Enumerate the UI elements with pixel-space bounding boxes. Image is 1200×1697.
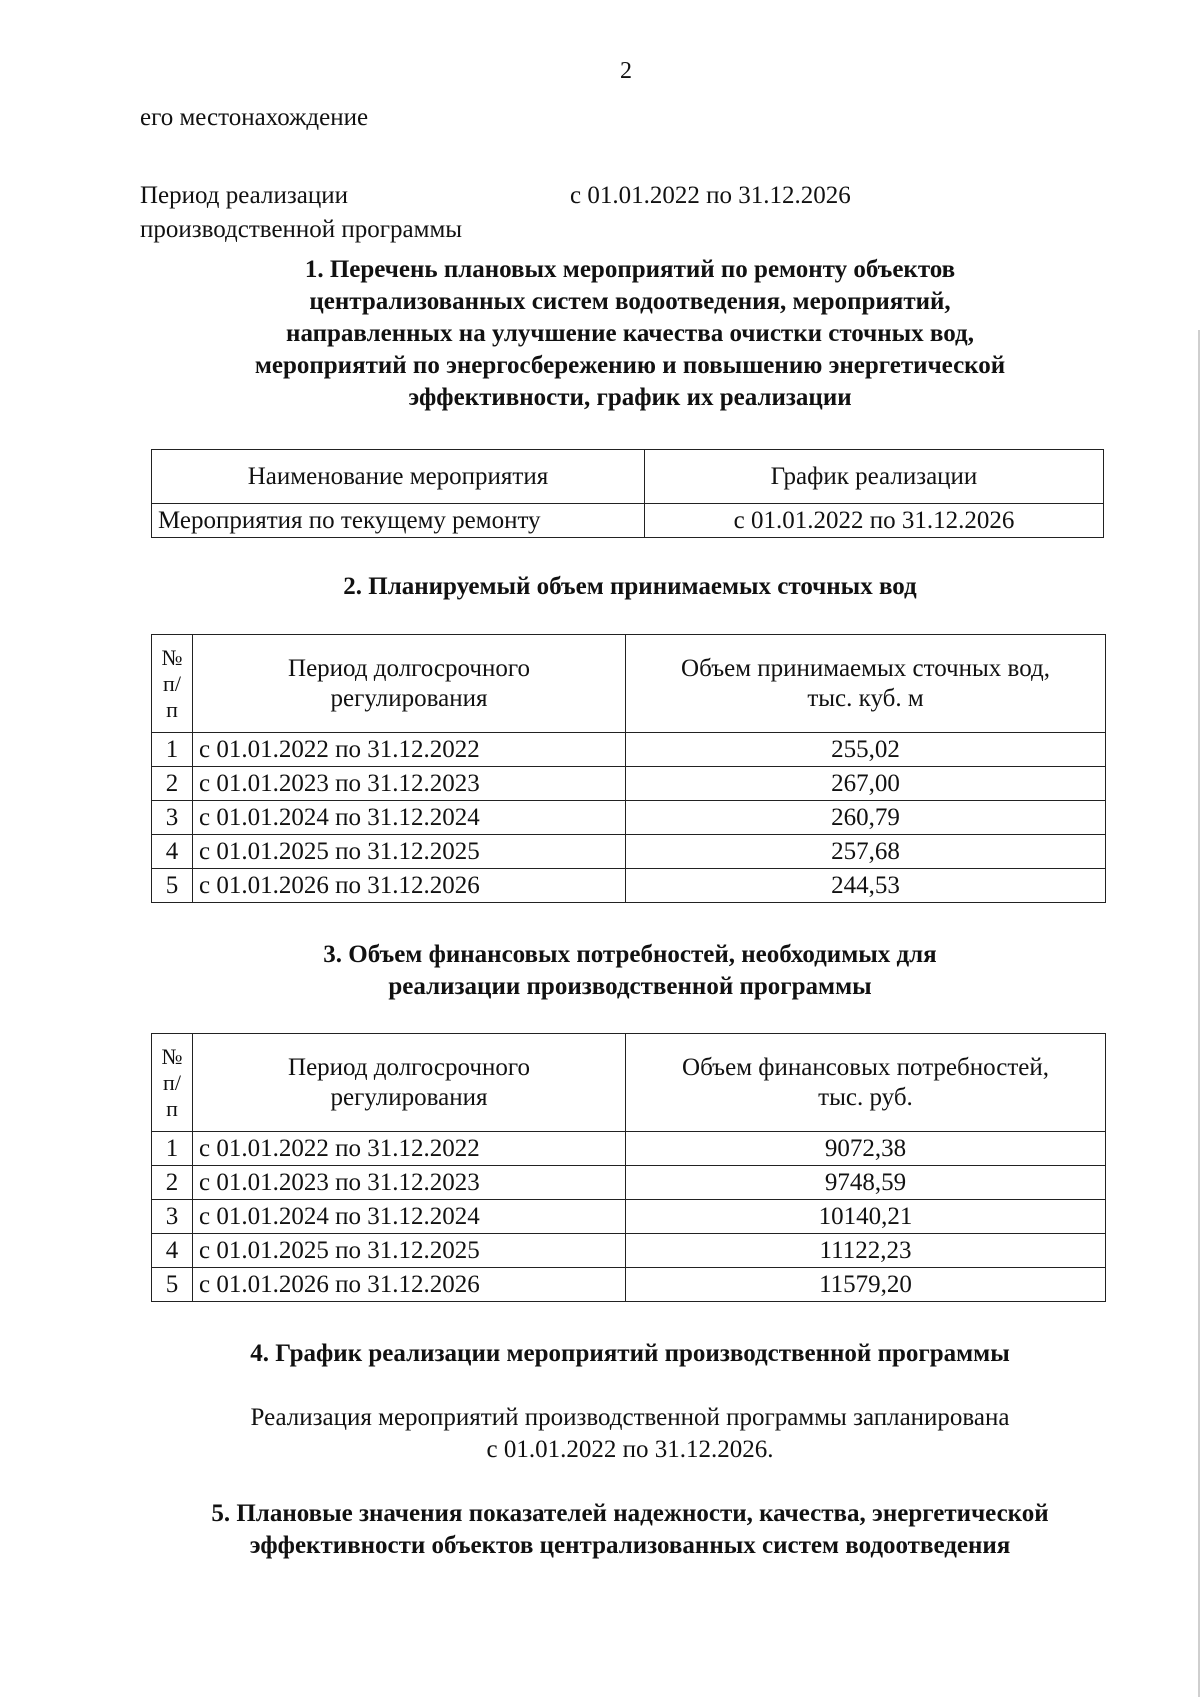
row-finance: 11579,20 bbox=[626, 1268, 1106, 1302]
header-number bbox=[152, 1034, 193, 1132]
period-label-line-2: производственной программы bbox=[140, 216, 463, 243]
section-2-title: 2. Планируемый объем принимаемых сточных вод bbox=[343, 573, 917, 600]
header-number-line: п/ bbox=[163, 1069, 181, 1095]
schedule-cell: с 01.01.2022 по 31.12.2026 bbox=[645, 504, 1104, 538]
header-period bbox=[193, 635, 626, 733]
row-number: 3 bbox=[152, 1200, 193, 1234]
row-period: с 01.01.2026 по 31.12.2026 bbox=[193, 1268, 626, 1302]
row-volume: 267,00 bbox=[626, 767, 1106, 801]
table-row bbox=[152, 1234, 1106, 1268]
header-event-name: Наименование мероприятия bbox=[152, 450, 645, 504]
row-period: с 01.01.2026 по 31.12.2026 bbox=[193, 869, 626, 903]
section-1-title-line: мероприятий по энергосбережению и повышению энергетической bbox=[254, 352, 1006, 379]
section-3-title bbox=[140, 939, 1120, 1003]
row-number: 4 bbox=[152, 835, 193, 869]
table-row bbox=[152, 835, 1106, 869]
section-4-text-line: с 01.01.2022 по 31.12.2026. bbox=[486, 1436, 774, 1463]
header-finance-line: тыс. руб. bbox=[818, 1083, 913, 1111]
header-number-line: п bbox=[166, 1095, 178, 1121]
row-finance: 9748,59 bbox=[626, 1166, 1106, 1200]
header-volume-line: тыс. куб. м bbox=[807, 684, 924, 712]
header-finance-line: Объем финансовых потребностей, bbox=[682, 1053, 1049, 1081]
section-1-title-line: 1. Перечень плановых мероприятий по ремонту объектов bbox=[304, 256, 956, 283]
header-number-line: № bbox=[161, 644, 183, 670]
period-label-line-1: Период реализации bbox=[140, 182, 348, 209]
row-period: с 01.01.2024 по 31.12.2024 bbox=[193, 801, 626, 835]
row-period: с 01.01.2025 по 31.12.2025 bbox=[193, 835, 626, 869]
section-1-title-line: централизованных систем водоотведения, мероприятий, bbox=[309, 288, 951, 315]
row-number: 3 bbox=[152, 801, 193, 835]
table-row bbox=[152, 1132, 1106, 1166]
row-finance: 10140,21 bbox=[626, 1200, 1106, 1234]
section-5-title-line: эффективности объектов централизованных систем водоотведения bbox=[249, 1532, 1011, 1559]
row-period: с 01.01.2024 по 31.12.2024 bbox=[193, 1200, 626, 1234]
section-4-text-line: Реализация мероприятий производственной программы запланирована bbox=[250, 1404, 1010, 1431]
section-1-title bbox=[140, 254, 1120, 414]
section-3-title-line: реализации производственной программы bbox=[388, 973, 872, 1000]
section-1-title-line: направленных на улучшение качества очистки сточных вод, bbox=[286, 320, 974, 347]
section-5-title-line: 5. Плановые значения показателей надежности, качества, энергетической bbox=[211, 1500, 1049, 1527]
section-1-table bbox=[151, 449, 1104, 538]
row-volume: 244,53 bbox=[626, 869, 1106, 903]
header-schedule: График реализации bbox=[645, 450, 1104, 504]
header-number bbox=[152, 635, 193, 733]
table-row bbox=[152, 733, 1106, 767]
table-header-row bbox=[152, 1034, 1106, 1132]
row-number: 5 bbox=[152, 869, 193, 903]
section-3-table bbox=[151, 1033, 1106, 1302]
location-line: его местонахождение bbox=[140, 104, 369, 131]
row-volume: 260,79 bbox=[626, 801, 1106, 835]
row-finance: 9072,38 bbox=[626, 1132, 1106, 1166]
row-number: 1 bbox=[152, 1132, 193, 1166]
table-row bbox=[152, 767, 1106, 801]
table-header-row bbox=[152, 635, 1106, 733]
header-period bbox=[193, 1034, 626, 1132]
header-period-line: регулирования bbox=[330, 1083, 488, 1111]
row-period: с 01.01.2023 по 31.12.2023 bbox=[193, 767, 626, 801]
row-number: 1 bbox=[152, 733, 193, 767]
event-name-cell: Мероприятия по текущему ремонту bbox=[152, 504, 645, 538]
row-volume: 255,02 bbox=[626, 733, 1106, 767]
header-number-line: № bbox=[161, 1043, 183, 1069]
header-finance bbox=[626, 1034, 1106, 1132]
table-row bbox=[152, 869, 1106, 903]
period-value: с 01.01.2022 по 31.12.2026 bbox=[570, 182, 851, 209]
row-finance: 11122,23 bbox=[626, 1234, 1106, 1268]
section-1-title-line: эффективности, график их реализации bbox=[408, 384, 852, 411]
header-period-line: Период долгосрочного bbox=[288, 654, 530, 682]
table-row bbox=[152, 1166, 1106, 1200]
header-number-line: п/ bbox=[163, 670, 181, 696]
row-period: с 01.01.2022 по 31.12.2022 bbox=[193, 733, 626, 767]
section-3-title-line: 3. Объем финансовых потребностей, необходимых для bbox=[323, 941, 937, 968]
section-4-text bbox=[140, 1402, 1120, 1466]
table-row bbox=[152, 1268, 1106, 1302]
page-number: 2 bbox=[620, 58, 632, 84]
section-2-table bbox=[151, 634, 1106, 903]
row-number: 5 bbox=[152, 1268, 193, 1302]
row-number: 2 bbox=[152, 767, 193, 801]
header-period-line: регулирования bbox=[330, 684, 488, 712]
row-period: с 01.01.2025 по 31.12.2025 bbox=[193, 1234, 626, 1268]
section-4-title: 4. График реализации мероприятий производственной программы bbox=[250, 1340, 1010, 1367]
header-volume-line: Объем принимаемых сточных вод, bbox=[681, 654, 1050, 682]
row-period: с 01.01.2023 по 31.12.2023 bbox=[193, 1166, 626, 1200]
header-period-line: Период долгосрочного bbox=[288, 1053, 530, 1081]
header-volume bbox=[626, 635, 1106, 733]
header-number-line: п bbox=[166, 696, 178, 722]
row-volume: 257,68 bbox=[626, 835, 1106, 869]
table-row bbox=[152, 504, 1104, 538]
row-number: 4 bbox=[152, 1234, 193, 1268]
row-number: 2 bbox=[152, 1166, 193, 1200]
table-row bbox=[152, 1200, 1106, 1234]
table-row bbox=[152, 801, 1106, 835]
table-header-row bbox=[152, 450, 1104, 504]
section-5-title bbox=[140, 1498, 1120, 1562]
row-period: с 01.01.2022 по 31.12.2022 bbox=[193, 1132, 626, 1166]
